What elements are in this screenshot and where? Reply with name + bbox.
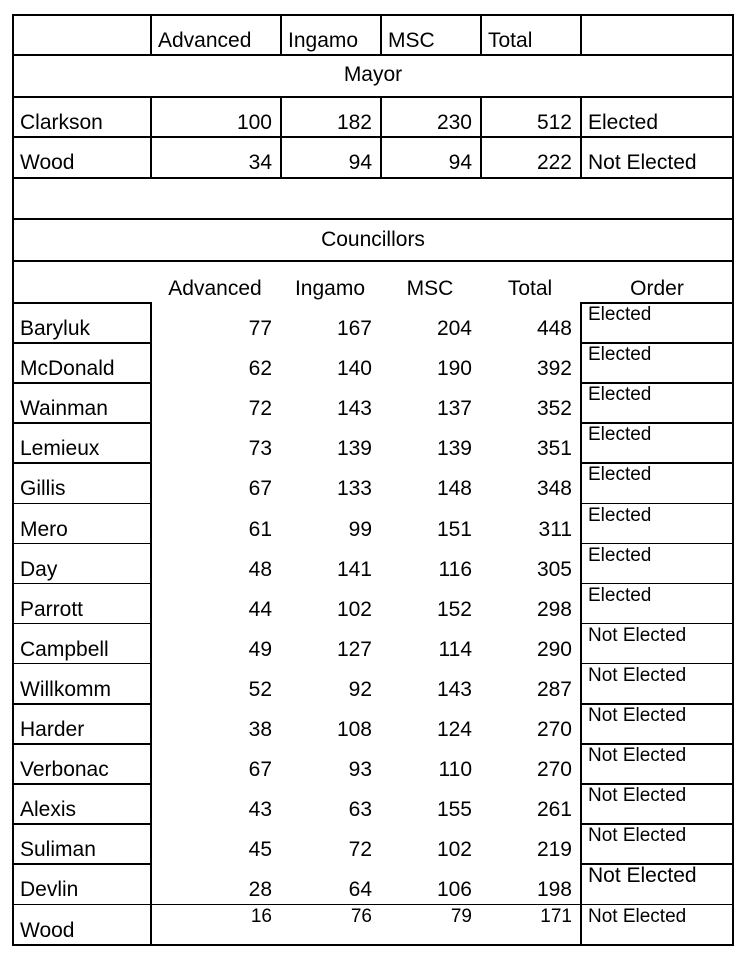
row-divider — [12, 136, 734, 138]
vote-advanced: 62 — [248, 357, 272, 381]
vote-advanced: 49 — [248, 637, 272, 661]
candidate-name: Wood — [20, 918, 75, 942]
vote-advanced: 67 — [248, 477, 272, 501]
column-divider — [380, 96, 382, 177]
column-header: Ingamo — [288, 29, 359, 52]
candidate-name: McDonald — [20, 357, 115, 381]
vote-advanced: 48 — [248, 557, 272, 581]
column-header: MSC — [406, 277, 454, 300]
column-header: Advanced — [158, 29, 252, 52]
vote-msc: 204 — [436, 317, 472, 341]
vote-msc: 152 — [436, 597, 472, 621]
section-title-mayor: Mayor — [343, 63, 403, 86]
vote-advanced: 44 — [248, 597, 272, 621]
vote-ingamo: 99 — [348, 517, 372, 541]
status-cell: Elected — [588, 111, 659, 134]
vote-msc: 110 — [438, 758, 472, 782]
vote-total: 352 — [536, 397, 572, 421]
vote-advanced: 72 — [248, 397, 272, 421]
candidate-name: Mero — [20, 517, 68, 541]
row-divider — [580, 743, 734, 745]
row-divider — [580, 663, 734, 665]
vote-advanced: 61 — [248, 517, 272, 541]
status-cell: Not Elected — [588, 151, 697, 174]
vote-total: 270 — [536, 718, 572, 742]
candidate-name: Wainman — [20, 397, 108, 421]
section-title-councillors: Councillors — [321, 228, 425, 251]
vote-msc: 94 — [448, 151, 472, 174]
candidate-name: Lemieux — [20, 437, 100, 461]
vote-ingamo: 63 — [348, 798, 372, 822]
status-cell: Not Elected — [588, 905, 687, 927]
vote-msc: 190 — [436, 357, 472, 381]
status-cell: Elected — [588, 544, 652, 566]
row-divider — [12, 583, 150, 585]
vote-msc: 143 — [436, 677, 472, 701]
row-divider — [12, 783, 150, 785]
vote-advanced: 43 — [248, 798, 272, 822]
row-divider — [12, 342, 150, 344]
status-cell: Elected — [588, 344, 652, 366]
vote-total: 351 — [536, 437, 572, 461]
vote-total: 290 — [536, 637, 572, 661]
vote-total: 448 — [536, 317, 572, 341]
vote-ingamo: 167 — [336, 317, 372, 341]
vote-ingamo: 182 — [336, 111, 372, 134]
vote-msc: 79 — [450, 905, 472, 927]
vote-ingamo: 76 — [350, 905, 372, 927]
vote-advanced: 77 — [248, 317, 272, 341]
vote-advanced: 73 — [248, 437, 272, 461]
row-divider — [12, 904, 150, 906]
row-divider — [12, 96, 734, 98]
column-divider — [732, 14, 734, 946]
row-divider — [12, 623, 150, 625]
row-divider — [580, 783, 734, 785]
row-divider — [12, 260, 734, 262]
status-cell: Not Elected — [588, 664, 687, 686]
row-divider — [12, 177, 734, 179]
candidate-name: Harder — [20, 718, 85, 742]
candidate-name: Campbell — [20, 637, 109, 661]
row-divider — [12, 14, 734, 16]
vote-msc: 148 — [436, 477, 472, 501]
vote-advanced: 52 — [248, 677, 272, 701]
vote-advanced: 100 — [236, 111, 272, 134]
vote-advanced: 45 — [248, 838, 272, 862]
column-divider — [480, 14, 482, 54]
status-cell: Not Elected — [588, 785, 687, 807]
vote-total: 305 — [536, 557, 572, 581]
row-divider — [12, 663, 150, 665]
row-divider — [580, 823, 734, 825]
row-divider — [12, 503, 150, 505]
vote-ingamo: 127 — [336, 637, 372, 661]
status-cell: Not Elected — [588, 825, 687, 847]
vote-msc: 102 — [436, 838, 472, 862]
vote-ingamo: 102 — [336, 597, 372, 621]
status-cell: Not Elected — [588, 705, 687, 726]
vote-total: 171 — [540, 905, 572, 927]
vote-ingamo: 108 — [336, 718, 372, 742]
vote-advanced: 34 — [248, 151, 272, 174]
column-divider — [150, 302, 152, 944]
row-divider — [580, 863, 734, 865]
status-cell: Elected — [588, 464, 652, 486]
vote-total: 287 — [536, 677, 572, 701]
vote-ingamo: 72 — [348, 838, 372, 862]
vote-total: 261 — [536, 798, 572, 822]
row-divider — [580, 543, 734, 545]
column-divider — [280, 96, 282, 177]
row-divider — [12, 743, 150, 745]
column-divider — [150, 96, 152, 177]
vote-msc: 116 — [438, 557, 472, 581]
column-divider — [380, 14, 382, 54]
vote-advanced: 67 — [248, 758, 272, 782]
candidate-name: Day — [20, 557, 58, 581]
vote-ingamo: 64 — [348, 878, 372, 902]
vote-ingamo: 143 — [336, 397, 372, 421]
status-cell: Elected — [588, 384, 652, 406]
column-divider — [280, 14, 282, 54]
vote-msc: 114 — [438, 637, 472, 661]
row-divider — [580, 503, 734, 505]
candidate-name: Verbonac — [20, 758, 109, 782]
vote-total: 270 — [536, 758, 572, 782]
status-cell: Elected — [588, 584, 652, 606]
row-divider — [580, 703, 734, 705]
status-cell: Elected — [588, 424, 652, 446]
vote-ingamo: 141 — [336, 557, 372, 581]
column-divider — [12, 14, 14, 946]
column-divider — [580, 14, 582, 54]
vote-total: 311 — [538, 517, 572, 541]
vote-ingamo: 140 — [336, 357, 372, 381]
row-divider — [12, 462, 150, 464]
candidate-name: Clarkson — [20, 111, 103, 134]
row-divider — [580, 623, 734, 625]
row-divider — [12, 944, 734, 946]
row-divider — [150, 904, 580, 905]
row-divider — [580, 422, 734, 424]
column-header: Total — [488, 29, 533, 52]
candidate-name: Baryluk — [20, 317, 91, 341]
row-divider — [12, 382, 150, 384]
column-divider — [480, 96, 482, 177]
vote-ingamo: 133 — [336, 477, 372, 501]
vote-msc: 155 — [436, 798, 472, 822]
vote-total: 198 — [536, 878, 572, 902]
vote-total: 298 — [536, 597, 572, 621]
candidate-name: Alexis — [20, 798, 77, 822]
vote-advanced: 28 — [248, 878, 272, 902]
candidate-name: Gillis — [20, 477, 66, 501]
candidate-name: Parrott — [20, 597, 84, 621]
row-divider — [12, 863, 150, 865]
row-divider — [580, 904, 734, 906]
vote-total: 219 — [536, 838, 572, 862]
row-divider — [12, 543, 150, 545]
row-divider — [12, 823, 150, 825]
vote-total: 512 — [536, 111, 572, 134]
vote-total: 222 — [536, 151, 572, 174]
column-header: Total — [507, 277, 553, 300]
vote-msc: 106 — [436, 878, 472, 902]
row-divider — [12, 302, 150, 304]
row-divider — [12, 703, 150, 705]
column-header: Ingamo — [294, 277, 366, 300]
row-divider — [580, 462, 734, 464]
candidate-name: Willkomm — [20, 677, 111, 701]
vote-advanced: 38 — [248, 718, 272, 742]
vote-msc: 124 — [436, 718, 472, 742]
vote-total: 392 — [536, 357, 572, 381]
vote-msc: 230 — [436, 111, 472, 134]
vote-ingamo: 93 — [348, 758, 372, 782]
row-divider — [12, 422, 150, 424]
results-table — [12, 14, 734, 944]
candidate-name: Wood — [20, 151, 75, 174]
column-header: Advanced — [168, 277, 262, 300]
status-cell: Elected — [588, 304, 652, 325]
status-cell: Elected — [588, 504, 652, 526]
row-divider — [12, 218, 734, 220]
row-divider — [12, 54, 734, 56]
vote-msc: 151 — [436, 517, 472, 541]
candidate-name: Suliman — [20, 838, 96, 862]
row-divider — [580, 342, 734, 344]
vote-msc: 139 — [436, 437, 472, 461]
column-header: MSC — [388, 29, 435, 52]
vote-ingamo: 94 — [348, 151, 372, 174]
status-cell: Not Elected — [588, 864, 697, 888]
column-divider — [580, 96, 582, 177]
vote-total: 348 — [536, 477, 572, 501]
vote-ingamo: 92 — [348, 677, 372, 701]
row-divider — [580, 382, 734, 384]
candidate-name: Devlin — [20, 878, 79, 902]
column-divider — [150, 14, 152, 54]
status-cell: Not Elected — [588, 624, 687, 646]
column-header: Order — [630, 277, 684, 300]
status-cell: Not Elected — [588, 745, 687, 767]
vote-ingamo: 139 — [336, 437, 372, 461]
row-divider — [580, 302, 734, 304]
row-divider — [580, 583, 734, 585]
vote-msc: 137 — [436, 397, 472, 421]
vote-advanced: 16 — [250, 905, 272, 927]
